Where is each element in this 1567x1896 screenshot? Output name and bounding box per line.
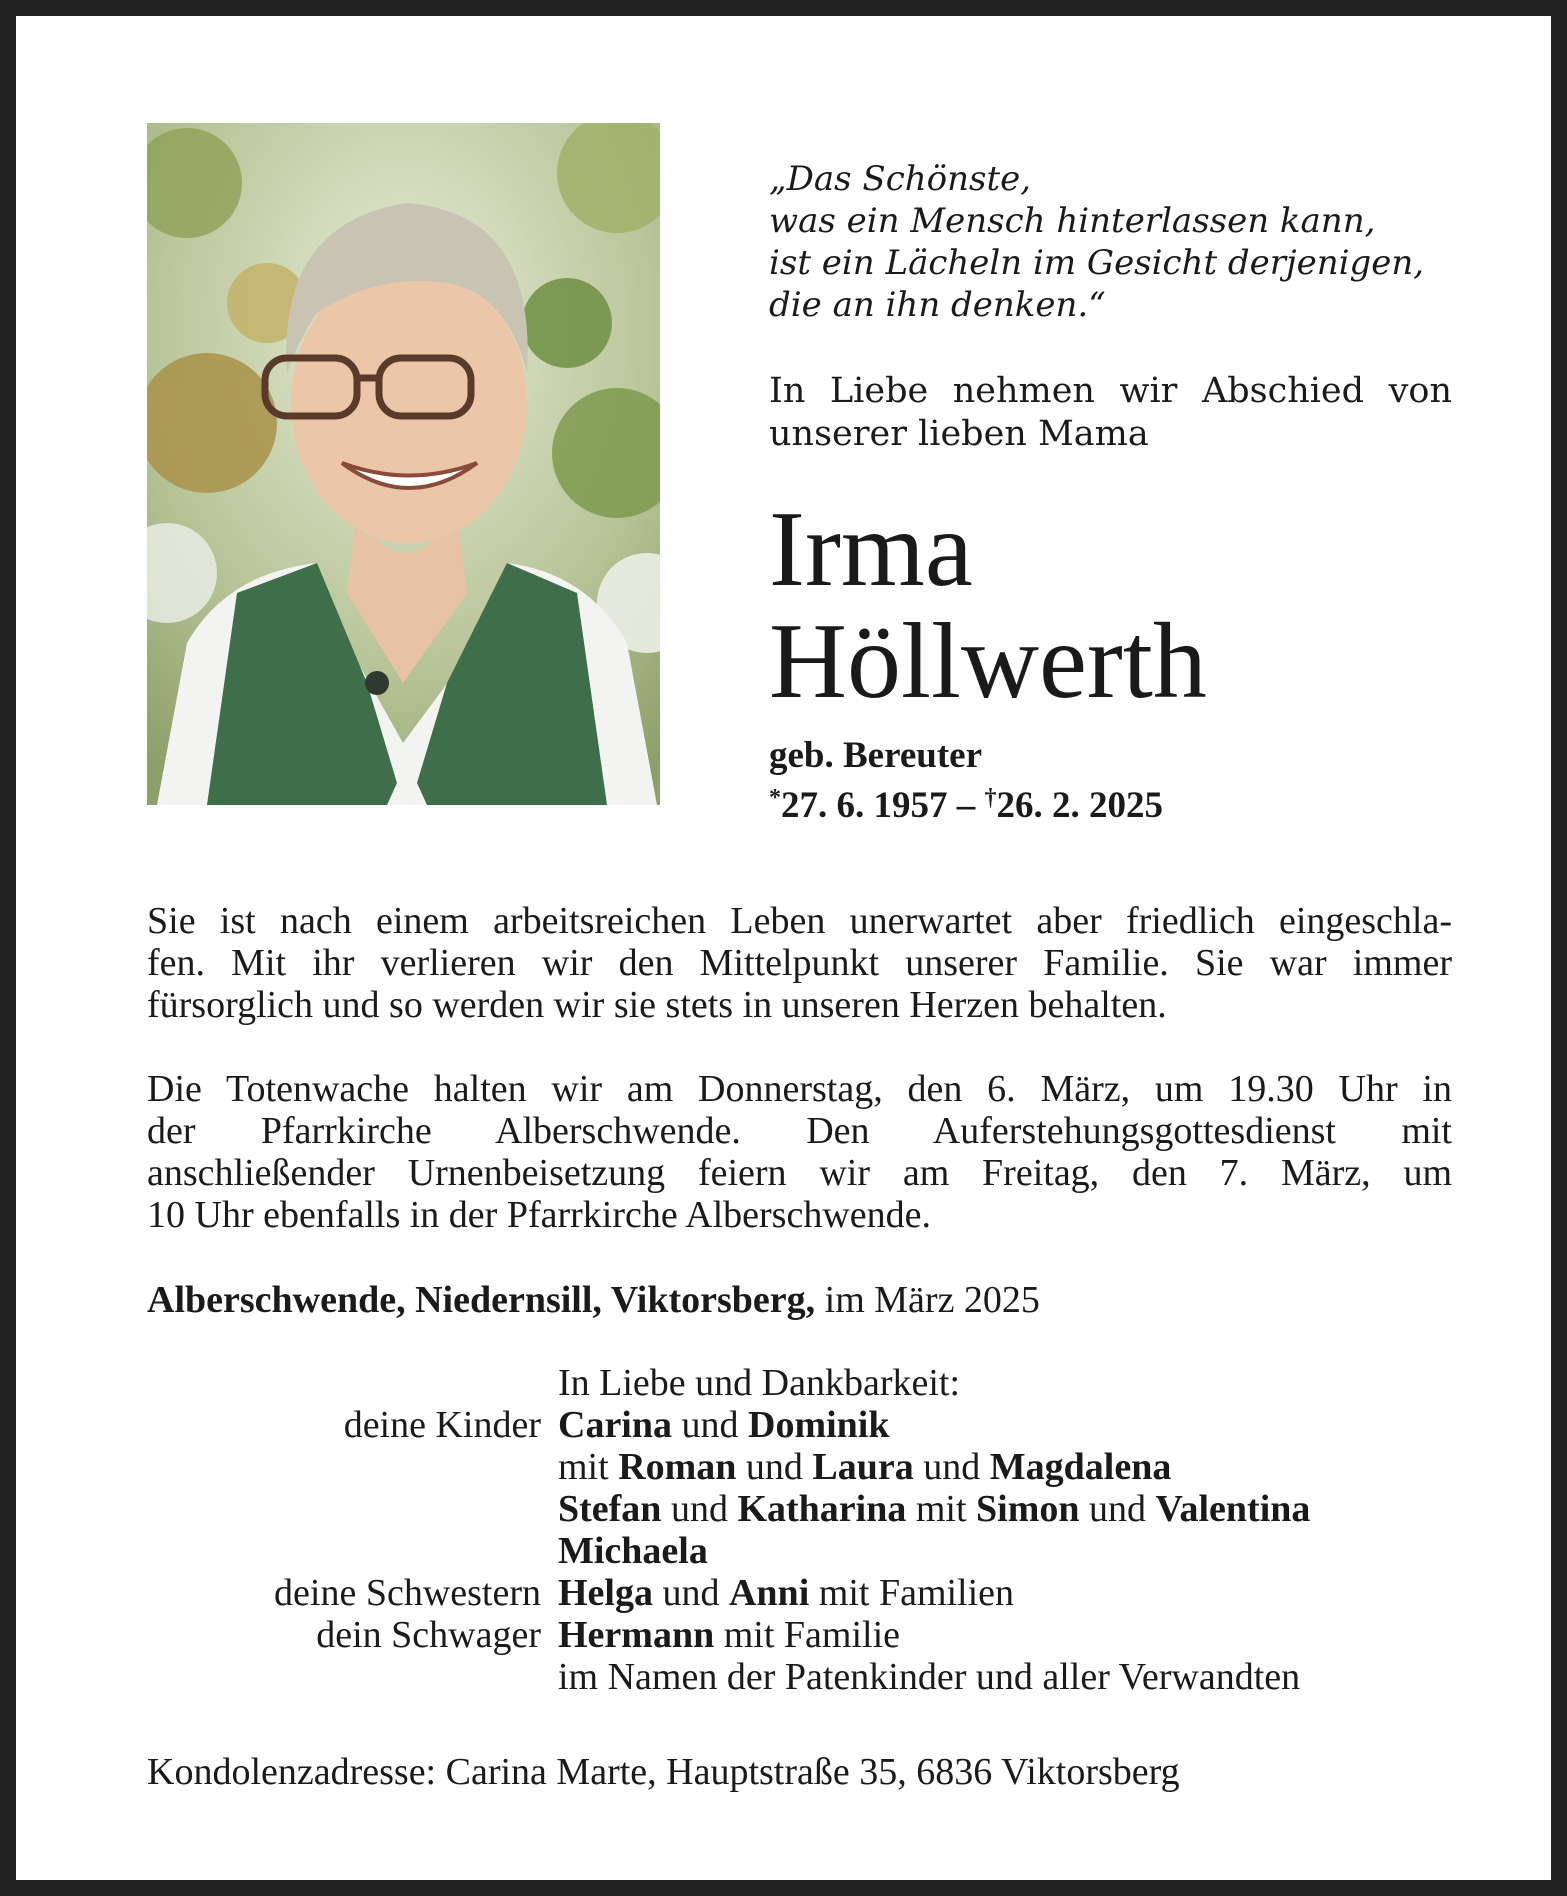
family-row	[147, 1446, 1477, 1488]
service-paragraph	[147, 1068, 1452, 1236]
farewell-intro	[769, 370, 1452, 456]
birth-date: 27. 6. 1957	[781, 785, 948, 826]
life-dates	[769, 777, 1163, 827]
family-label: dein Schwager	[316, 1614, 541, 1656]
member-name: Carina	[558, 1404, 672, 1446]
paragraph-line: 10 Uhr ebenfalls in der Pfarrkirche Alberschwende.	[147, 1194, 931, 1236]
death-date: 26. 2. 2025	[996, 785, 1163, 826]
connector: mit	[558, 1446, 619, 1488]
family-members	[558, 1614, 900, 1656]
member-name: Roman	[618, 1446, 737, 1488]
paragraph-line: fürsorglich und so werden wir sie stets in unseren Herzen behalten.	[147, 984, 1167, 1026]
member-name: Anni	[728, 1572, 810, 1614]
paragraph-line: fen. Mit ihr verlieren wir den Mittelpunkt unserer Familie. Sie war immer	[147, 942, 1452, 984]
member-name: Laura	[812, 1446, 914, 1488]
birth-star-icon: *	[769, 785, 781, 811]
family-label	[147, 1530, 558, 1572]
family-members	[558, 1446, 1171, 1488]
paragraph-line: Die Totenwache halten wir am Donnerstag, den 6. März, um 19.30 Uhr in	[147, 1068, 1452, 1110]
family-label: deine Kinder	[343, 1404, 541, 1446]
connector: und	[672, 1404, 748, 1446]
connector: und	[1079, 1488, 1156, 1530]
member-name: Hermann	[558, 1614, 715, 1656]
connector: mit Familie	[714, 1614, 900, 1656]
quote-line: ist ein Lächeln im Gesicht derjenigen,	[769, 243, 1425, 283]
place-towns: Alberschwende, Niedernsill, Viktorsberg,	[147, 1279, 816, 1321]
memorial-quote	[769, 158, 1449, 326]
deceased-name	[769, 490, 1207, 721]
intro-line: In Liebe nehmen wir Abschied von	[769, 371, 1452, 411]
last-name: Höllwerth	[769, 602, 1207, 721]
family-members	[558, 1530, 708, 1572]
portrait-photo	[147, 123, 660, 805]
family-label	[147, 1446, 558, 1488]
paragraph-line: Sie ist nach einem arbeitsreichen Leben unerwartet aber friedlich eingeschla-	[147, 900, 1452, 942]
quote-line: „Das Schönste,	[769, 159, 1032, 199]
quote-line: was ein Mensch hinterlassen kann,	[769, 201, 1376, 241]
family-label	[147, 1656, 558, 1698]
family-members	[558, 1572, 1014, 1614]
paragraph-line: anschließender Urnenbeisetzung feiern wir am Freitag, den 7. März, um	[147, 1152, 1452, 1194]
place-date: im März 2025	[815, 1279, 1040, 1321]
member-name: Katharina	[737, 1488, 907, 1530]
family-members	[558, 1404, 889, 1446]
family-row	[147, 1614, 1477, 1656]
life-paragraph	[147, 900, 1452, 1026]
birth-death-info	[769, 734, 1163, 827]
family-row	[147, 1404, 1477, 1446]
member-name: Stefan	[558, 1488, 662, 1530]
member-name: Simon	[976, 1488, 1080, 1530]
portrait-illustration	[147, 123, 660, 805]
member-name: Michaela	[558, 1530, 708, 1572]
connector: und	[913, 1446, 990, 1488]
member-name: Dominik	[748, 1404, 890, 1446]
family-row	[147, 1530, 1477, 1572]
connector: mit Familien	[809, 1572, 1015, 1614]
family-row	[147, 1656, 1477, 1698]
death-cross-icon: †	[984, 785, 997, 811]
connector: und	[652, 1572, 729, 1614]
member-name: Helga	[558, 1572, 653, 1614]
member-name: Magdalena	[989, 1446, 1172, 1488]
connector: und	[661, 1488, 738, 1530]
connector: mit	[906, 1488, 977, 1530]
condolence-address: Kondolenzadresse: Carina Marte, Hauptstraße 35, 6836 Viktorsberg	[147, 1751, 1180, 1793]
family-heading: In Liebe und Dankbarkeit:	[558, 1362, 961, 1404]
family-label	[147, 1488, 558, 1530]
first-name: Irma	[769, 490, 973, 609]
family-label: deine Schwestern	[274, 1572, 541, 1614]
family-list	[147, 1362, 1477, 1698]
family-row	[147, 1572, 1477, 1614]
family-row	[147, 1488, 1477, 1530]
place-date-line	[147, 1279, 1040, 1321]
connector: und	[736, 1446, 813, 1488]
family-label	[147, 1362, 558, 1404]
intro-line: unserer lieben Mama	[769, 414, 1149, 454]
date-separator: –	[947, 785, 985, 826]
family-closing: im Namen der Patenkinder und aller Verwandten	[558, 1656, 1301, 1698]
family-members	[558, 1488, 1310, 1530]
quote-line: die an ihn denken.“	[769, 285, 1106, 325]
family-row	[147, 1362, 1477, 1404]
paragraph-line: der Pfarrkirche Alberschwende. Den Auferstehungsgottesdienst mit	[147, 1110, 1452, 1152]
member-name: Valentina	[1155, 1488, 1311, 1530]
maiden-name: geb. Bereuter	[769, 735, 983, 776]
